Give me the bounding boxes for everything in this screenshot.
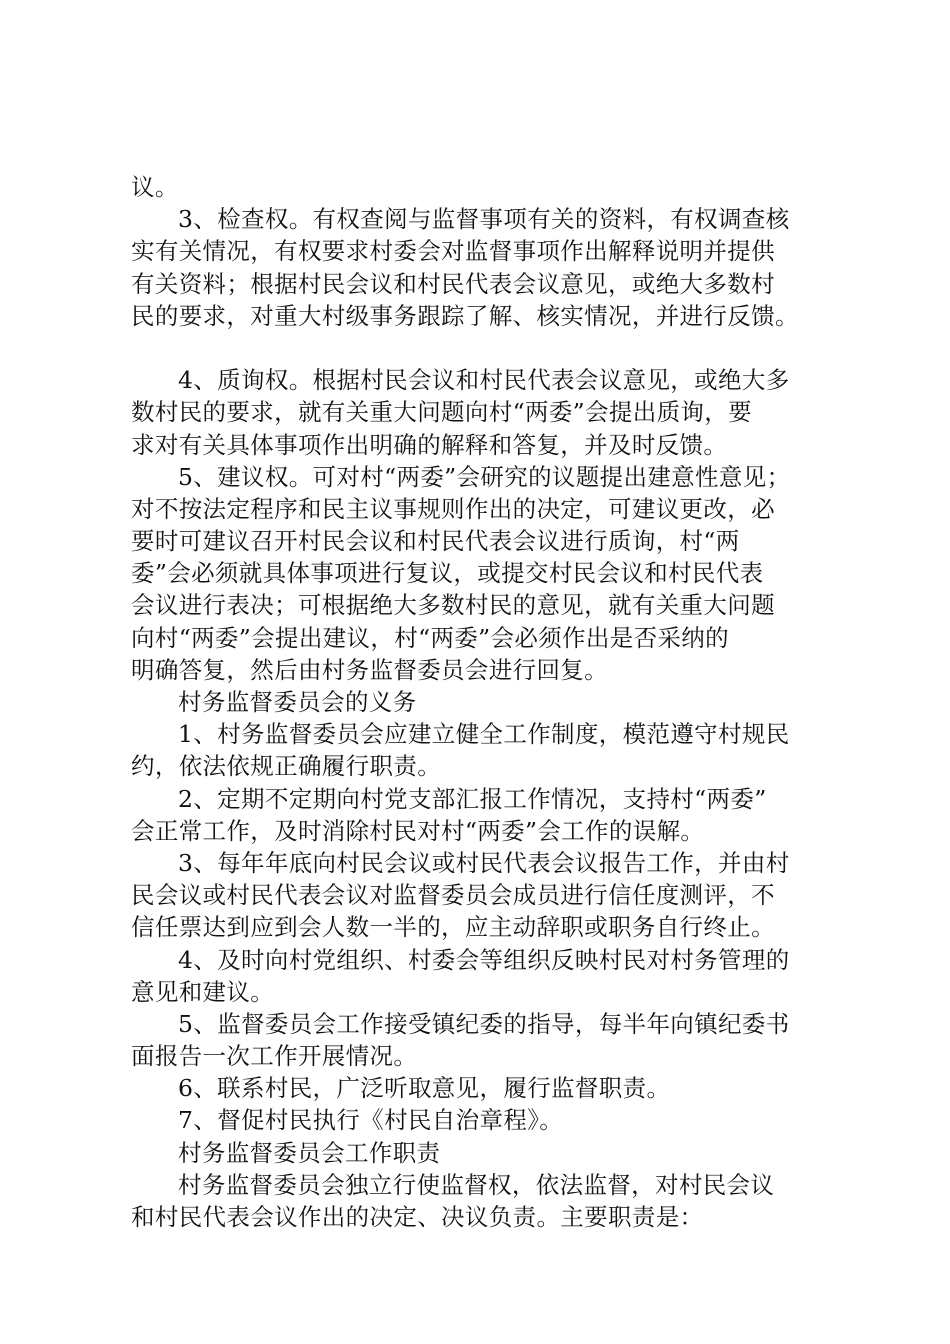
text-line: 意见和建议。: [131, 977, 275, 1006]
paragraph-start-line: 3、每年年底向村民会议或村民代表会议报告工作，并由村: [178, 848, 790, 877]
text-line: 向村“两委”会提出建议，村“两委”会必须作出是否采纳的: [131, 623, 730, 652]
paragraph-start-line: 5、监督委员会工作接受镇纪委的指导，每半年向镇纪委书: [178, 1009, 790, 1038]
paragraph-start-line: 村务监督委员会工作职责: [178, 1138, 441, 1167]
text-line: 实有关情况，有权要求村委会对监督事项作出解释说明并提供: [131, 237, 775, 266]
paragraph-start-line: 2、定期不定期向村党支部汇报工作情况，支持村“两委”: [178, 784, 767, 813]
text-line: 委”会必须就具体事项进行复议，或提交村民会议和村民代表: [131, 559, 764, 588]
text-line: 议。: [131, 173, 179, 201]
text-line: 民会议或村民代表会议对监督委员会成员进行信任度测评，不: [131, 881, 775, 910]
paragraph-start-line: 4、质询权。根据村民会议和村民代表会议意见，或绝大多: [178, 366, 790, 395]
text-line: 会议进行表决；可根据绝大多数村民的意见，就有关重大问题: [131, 591, 775, 620]
text-line: 数村民的要求，就有关重大问题向村“两委”会提出质询，要: [131, 398, 752, 427]
blank-line: [131, 332, 831, 364]
paragraph-start-line: 6、联系村民，广泛听取意见，履行监督职责。: [178, 1074, 671, 1103]
text-line: 信任票达到应到会人数一半的，应主动辞职或职务自行终止。: [131, 913, 775, 942]
text-line: 约，依法依规正确履行职责。: [131, 752, 442, 781]
text-line: 有关资料；根据村民会议和村民代表会议意见，或绝大多数村: [131, 269, 775, 298]
text-line: 明确答复，然后由村务监督委员会进行回复。: [131, 655, 608, 684]
text-line: 面报告一次工作开展情况。: [131, 1042, 418, 1071]
document-body: [131, 171, 831, 1233]
paragraph-start-line: 1、村务监督委员会应建立健全工作制度，模范遵守村规民: [178, 720, 790, 749]
text-line: 要时可建议召开村民会议和村民代表会议进行质询，村“两: [131, 527, 740, 556]
paragraph-start-line: 3、检查权。有权查阅与监督事项有关的资料，有权调查核: [178, 205, 790, 234]
text-line: 会正常工作，及时消除村民对村“两委”会工作的误解。: [131, 816, 705, 845]
text-line: 对不按法定程序和民主议事规则作出的决定，可建议更改，必: [131, 494, 775, 523]
text-line: 和村民代表会议作出的决定、决议负责。主要职责是：: [131, 1203, 704, 1231]
paragraph-start-line: 村务监督委员会独立行使监督权，依法监督，对村民会议: [178, 1170, 775, 1199]
paragraph-start-line: 村务监督委员会的义务: [178, 688, 417, 716]
text-line: 求对有关具体事项作出明确的解释和答复，并及时反馈。: [131, 430, 728, 459]
paragraph-start-line: 5、建议权。可对村“两委”会研究的议题提出建意性意见；: [178, 462, 791, 491]
paragraph-start-line: 4、及时向村党组织、村委会等组织反映村民对村务管理的: [178, 945, 790, 974]
text-line: 民的要求，对重大村级事务跟踪了解、核实情况，并进行反馈。: [131, 301, 799, 330]
paragraph-start-line: 7、督促村民执行《村民自治章程》。: [178, 1106, 564, 1135]
